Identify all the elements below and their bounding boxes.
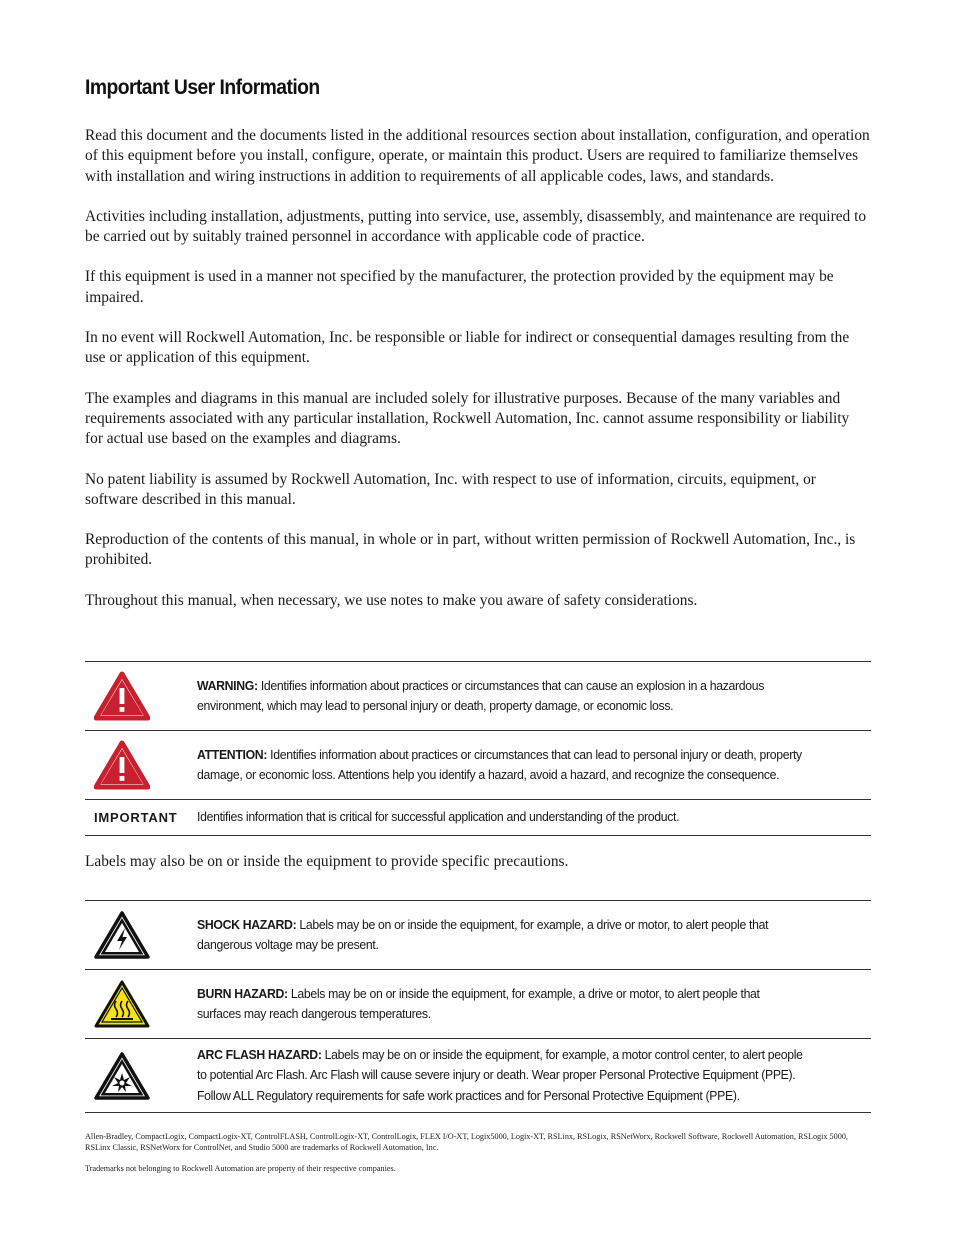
- shock-hazard-icon: [94, 910, 150, 960]
- warning-label: WARNING:: [197, 677, 258, 693]
- page-title: Important User Information: [85, 76, 320, 99]
- paragraph-read-document: Read this document and the documents listed in the additional resources section about installation, configuration, and operation of this equipment before you install, configure, operate, or maintain this product. Users are required to familiarize themselves with installation and wiring instructions in addition to requirements of all applicable codes, laws, and standards.: [85, 127, 870, 185]
- attention-label: ATTENTION:: [197, 746, 268, 762]
- intro-paragraphs: [85, 126, 871, 631]
- shock-hazard-description: Labels may be on or inside the equipment, for example, a drive or motor, to alert people that dangerous voltage may be present.: [197, 916, 769, 952]
- labels-intro: Labels may also be on or inside the equipment to provide specific precautions.: [85, 853, 569, 870]
- shock-hazard-text: [197, 901, 871, 969]
- attention-icon-cell: [85, 731, 197, 799]
- hazard-labels-table: [85, 900, 871, 1113]
- paragraph-protection-impaired: If this equipment is used in a manner not specified by the manufacturer, the protection provided by the equipment may be impaired.: [85, 268, 834, 306]
- burn-hazard-row: [85, 970, 871, 1039]
- paragraph-liability: In no event will Rockwell Automation, Inc. be responsible or liable for indirect or consequential damages resulting from the use or application of this equipment.: [85, 329, 850, 367]
- shock-hazard-row: [85, 901, 871, 970]
- important-label: IMPORTANT: [94, 810, 178, 825]
- paragraph-trained-personnel: Activities including installation, adjustments, putting into service, use, assembly, disassembly, and maintenance are required to be carried out by suitably trained personnel in accordance with applicable code of practice.: [85, 207, 867, 246]
- arc-flash-hazard-icon: [94, 1051, 150, 1101]
- burn-icon-cell: [85, 970, 197, 1038]
- arc-flash-icon-cell: [85, 1039, 197, 1112]
- safety-notes-table: [85, 661, 871, 836]
- paragraph-reproduction: Reproduction of the contents of this manual, in whole or in part, without written permission of Rockwell Automation, Inc., is prohibited.: [85, 531, 856, 569]
- warning-icon-cell: [85, 662, 197, 730]
- warning-row: [85, 662, 871, 731]
- attention-description: Identifies information about practices or circumstances that can lead to personal injury or death, property damage, or economic loss. Attentions help you identify a hazard, avoid a hazard, and recognize the consequence.: [197, 746, 802, 782]
- important-description: Identifies information that is critical for successful application and understanding of the product.: [197, 809, 680, 825]
- shock-hazard-label: SHOCK HAZARD:: [197, 916, 297, 932]
- attention-triangle-icon: [94, 740, 150, 790]
- arc-flash-hazard-description: Labels may be on or inside the equipment, for example, a motor control center, to alert people to potential Arc Flash. Arc Flash will cause severe injury or death. Wear proper Personal Protective Equipment (PPE). Follow ALL Regulatory requirements for safe work practices and for Personal Protective Equipment (PPE).: [197, 1046, 803, 1103]
- warning-text: [197, 662, 871, 730]
- arc-flash-hazard-text: [197, 1039, 871, 1112]
- footer-other-trademarks: Trademarks not belonging to Rockwell Automation are property of their respective companies.: [85, 1164, 396, 1173]
- warning-description: Identifies information about practices or circumstances that can cause an explosion in a hazardous environment, which may lead to personal injury or death, property damage, or economic loss.: [197, 677, 765, 713]
- footer-trademarks: Allen-Bradley, CompactLogix, CompactLogix-XT, ControlFLASH, ControlLogix-XT, ControlLogix, FLEX I/O-XT, Logix5000, Logix-XT, RSLinx, RSLogix, RSNetWorx, Rockwell Software, Rockwell Automation, RSLogix 5000, RSLinx Classic, RSNetWorx for ControlNet, and Studio 5000 are trademarks of Rockwell Automation, Inc.: [85, 1132, 848, 1152]
- attention-row: [85, 731, 871, 800]
- burn-hazard-description: Labels may be on or inside the equipment, for example, a drive or motor, to alert people that surfaces may reach dangerous temperatures.: [197, 985, 760, 1021]
- important-text: [197, 800, 871, 835]
- burn-hazard-label: BURN HAZARD:: [197, 985, 288, 1001]
- arc-flash-hazard-label: ARC FLASH HAZARD:: [197, 1046, 322, 1062]
- paragraph-patent: No patent liability is assumed by Rockwell Automation, Inc. with respect to use of information, circuits, equipment, or software described in this manual.: [85, 470, 816, 508]
- arc-flash-hazard-row: [85, 1039, 871, 1113]
- paragraph-examples: The examples and diagrams in this manual are included solely for illustrative purposes. Because of the many variables and requirements associated with any particular installation, Rockwell Automation, Inc. cannot assume responsibility or liability for actual use based on the examples and diagrams.: [85, 389, 850, 448]
- warning-triangle-icon: [94, 671, 150, 721]
- burn-hazard-icon: [94, 979, 150, 1029]
- important-row: [85, 800, 871, 836]
- attention-text: [197, 731, 871, 799]
- burn-hazard-text: [197, 970, 871, 1038]
- shock-icon-cell: [85, 901, 197, 969]
- footer: [85, 1131, 871, 1184]
- paragraph-safety-notes: Throughout this manual, when necessary, we use notes to make you aware of safety considerations.: [85, 591, 698, 609]
